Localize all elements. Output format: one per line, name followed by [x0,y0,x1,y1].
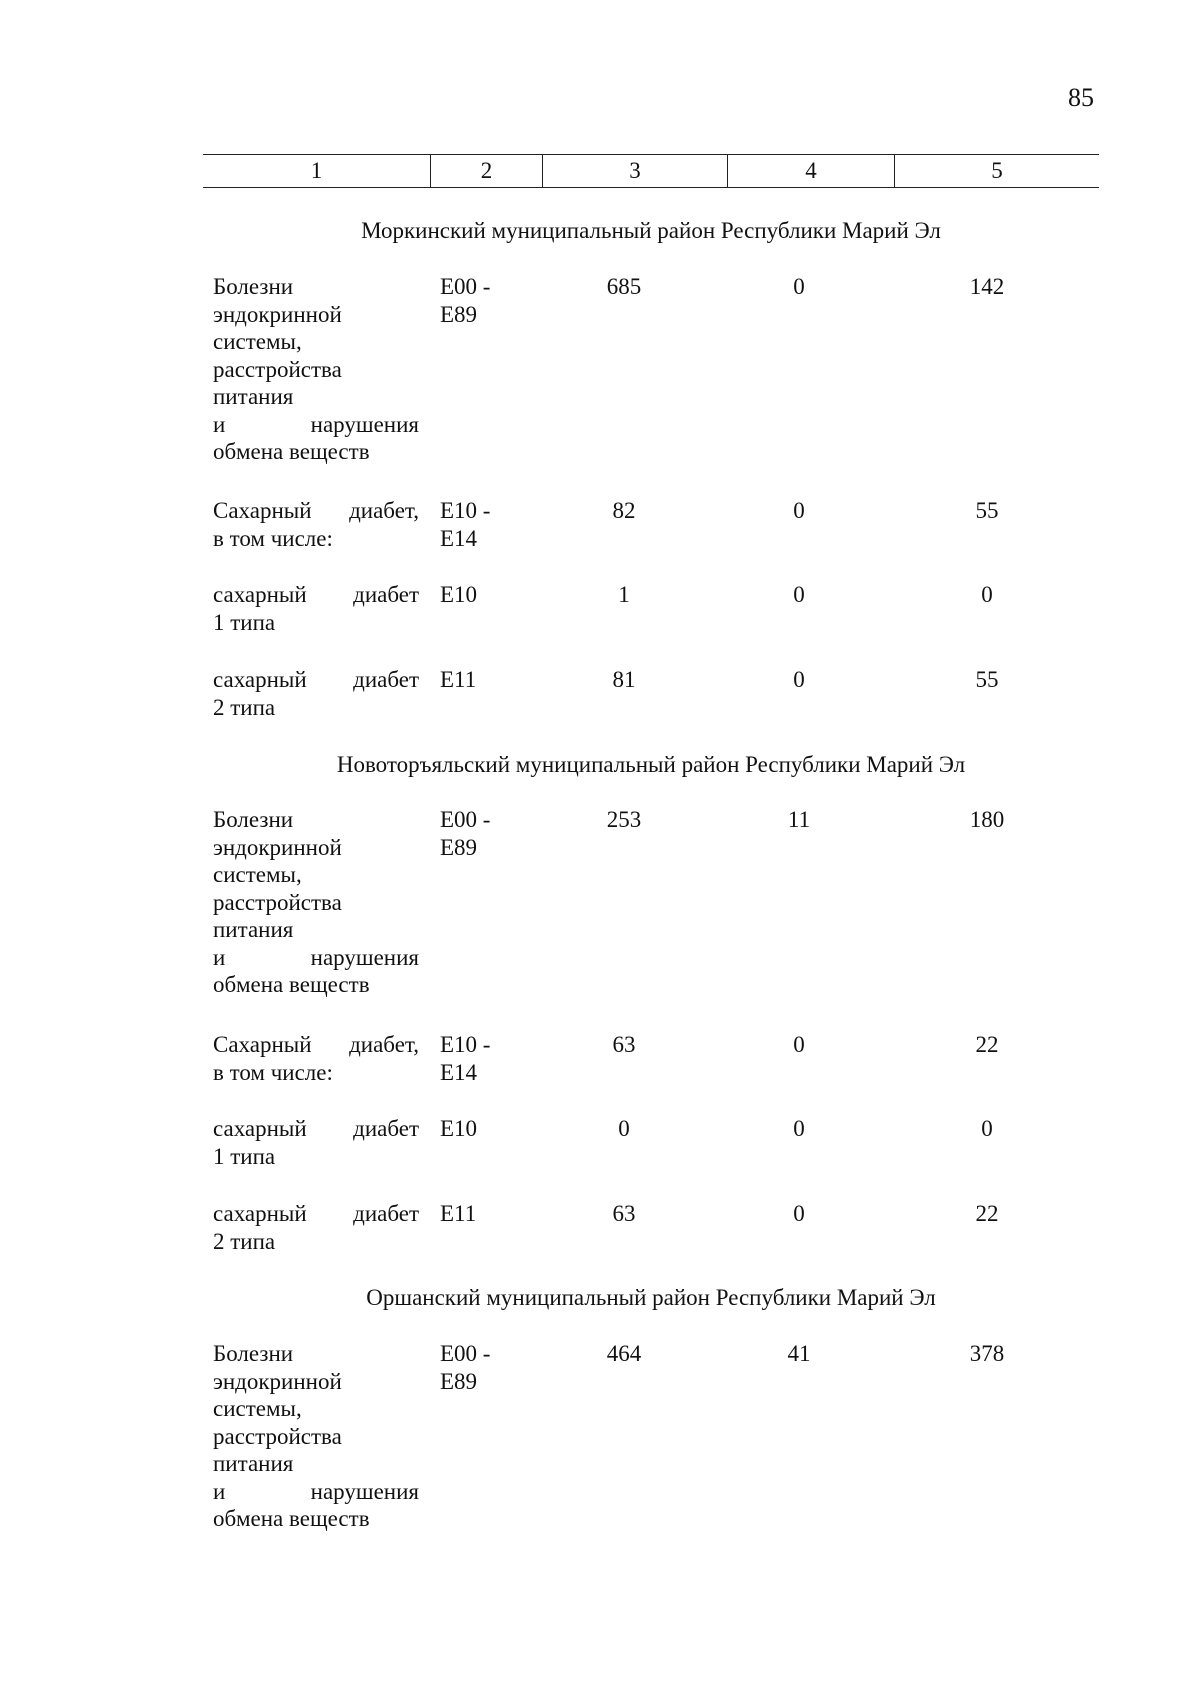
name-line: эндокринной [213,1368,342,1394]
name-line: 1 типа [213,1143,276,1169]
code-line: E89 [440,1368,478,1394]
value-col4: 11 [787,807,811,832]
page-number: 85 [1068,83,1094,112]
name-line: сахарный диабет [213,582,419,607]
icd-code-cell [440,1031,530,1086]
name-line: системы, [213,329,302,354]
name-line: Болезни [213,807,294,832]
section-title: Оршанский муниципальный район Республики Марий Эл [366,1285,936,1310]
name-line: сахарный диабет [213,1201,419,1226]
code-line: E10 - [440,498,491,523]
header-cell-3: 3 [542,155,727,187]
name-line: 2 типа [213,1228,276,1254]
name-line: системы, [213,862,302,887]
icd-code-cell [440,581,530,609]
value-col5: 378 [969,1341,1005,1366]
value-col3: 1 [618,582,630,607]
name-line: обмена веществ [213,1506,370,1531]
name-line: и нарушения [213,411,419,437]
value-col5: 0 [981,1116,993,1141]
code-line: E14 [440,525,478,551]
value-col4: 41 [787,1341,811,1366]
name-line: расстройства [213,356,342,382]
header-cell-5: 5 [894,155,1099,187]
value-col4: 0 [793,1032,805,1057]
code-line: E89 [440,301,478,327]
value-col3: 82 [612,498,636,523]
value-col4: 0 [793,582,805,607]
icd-code-cell [440,806,530,861]
code-line: E10 [440,1116,478,1141]
icd-code-cell [440,497,530,552]
name-line: и нарушения [213,944,419,970]
name-line: питания [213,1451,294,1476]
header-cell-1: 1 [310,158,323,183]
name-line: обмена веществ [213,439,370,464]
value-col4: 0 [793,1116,805,1141]
value-col5: 55 [975,667,999,692]
name-line: сахарный диабет [213,1116,419,1141]
name-line: Болезни [213,274,294,299]
value-col3: 81 [612,667,636,692]
icd-code-cell [440,273,530,328]
value-col4: 0 [793,667,805,692]
value-col3: 63 [612,1032,636,1057]
disease-name-cell [213,666,419,721]
name-line: расстройства [213,1423,342,1449]
name-line: расстройства [213,889,342,915]
name-line: Сахарный диабет, [213,1032,419,1057]
header-cell-4: 4 [727,155,894,187]
code-line: E00 - [440,807,491,832]
name-line: в том числе: [213,525,333,551]
code-line: E89 [440,834,478,860]
code-line: E10 - [440,1032,491,1057]
value-col5: 22 [975,1201,999,1226]
icd-code-cell [440,1115,530,1143]
name-line: Сахарный диабет, [213,498,419,523]
table-header-row [203,154,1099,188]
section-title: Моркинский муниципальный район Республики Марий Эл [361,218,941,243]
value-col5: 22 [975,1032,999,1057]
section-title: Новоторъяльский муниципальный район Республики Марий Эл [336,752,966,777]
name-line: в том числе: [213,1059,333,1085]
code-line: E14 [440,1059,478,1085]
value-col4: 0 [793,1201,805,1226]
disease-name-cell [213,581,419,636]
name-line: 1 типа [213,609,276,635]
name-line: питания [213,917,294,942]
value-col5: 142 [969,274,1005,299]
value-col5: 180 [969,807,1005,832]
icd-code-cell [440,1340,530,1395]
value-col3: 464 [606,1341,642,1366]
value-col3: 685 [606,274,642,299]
name-line: эндокринной [213,834,342,860]
disease-name-cell [213,1115,419,1170]
name-line: и нарушения [213,1478,419,1504]
disease-name-cell [213,1200,419,1255]
value-col3: 0 [618,1116,630,1141]
name-line: питания [213,384,294,409]
name-line: эндокринной [213,301,342,327]
name-line: обмена веществ [213,972,370,997]
icd-code-cell [440,1200,530,1228]
name-line: 2 типа [213,694,276,720]
code-line: E00 - [440,274,491,299]
code-line: E00 - [440,1341,491,1366]
disease-name-cell [213,273,419,466]
name-line: сахарный диабет [213,667,419,692]
value-col3: 63 [612,1201,636,1226]
code-line: E10 [440,582,478,607]
value-col3: 253 [606,807,642,832]
value-col4: 0 [793,498,805,523]
disease-name-cell [213,1031,419,1086]
header-cell-2: 2 [430,155,542,187]
code-line: E11 [440,1201,477,1226]
icd-code-cell [440,666,530,694]
value-col5: 0 [981,582,993,607]
name-line: системы, [213,1396,302,1421]
disease-name-cell [213,806,419,999]
disease-name-cell [213,497,419,552]
value-col5: 55 [975,498,999,523]
value-col4: 0 [793,274,805,299]
code-line: E11 [440,667,477,692]
disease-name-cell [213,1340,419,1533]
name-line: Болезни [213,1341,294,1366]
